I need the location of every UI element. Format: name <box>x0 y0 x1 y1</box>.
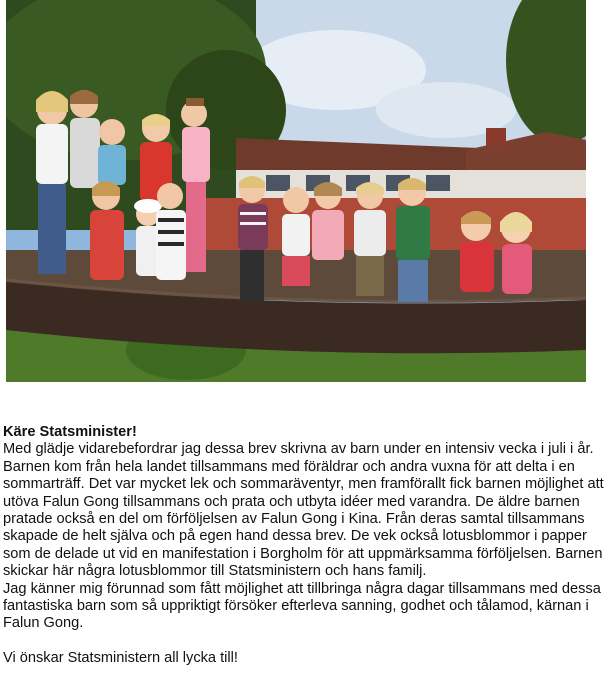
child <box>312 182 344 260</box>
letter-closing: Vi önskar Statsministern all lycka till! <box>3 649 238 666</box>
child <box>90 181 124 280</box>
group-photo <box>6 0 586 382</box>
child <box>70 90 100 188</box>
child <box>354 182 386 296</box>
child <box>500 212 532 294</box>
letter-paragraph: Jag känner mig förunnad som fått möjlighet att tillbringa några dagar tillsammans med dessa fantastiska barn som så uppriktigt försöker efterleva sanning, godhet och tålamod, kärnan i Falun Gong. <box>3 580 601 632</box>
letter-paragraph: Med glädje vidarebefordrar jag dessa brev skrivna av barn under en intensiv vecka i juli i år. Barnen kom från hela landet tillsammans med föräldrar och andra vuxna för att delta i en sommarträff. Det var mycket lek och sommaräventyr, men framförallt fick barnen möjlighet att utöva Falun Gong tillsammans och prata och utbyta idéer med varandra. De äldre barnen pratade också en del om förföljelsen av Falun Gong i Kina. Från deras samtal tillsammans skapade de helt själva och på egen hand dessa brev. De vek också lotusblommor i papper som de delade ut vid en manifestation i Borgholm för att uppmärksamma förföljelsen. Barnen skickar här några lotusblommor till Statsministern och hans familj. <box>3 441 604 580</box>
child <box>460 211 494 292</box>
child <box>36 91 68 274</box>
window <box>266 175 290 191</box>
window <box>426 175 450 191</box>
child <box>396 178 430 302</box>
letter-salutation: Käre Statsminister! <box>3 424 137 440</box>
chimney <box>486 128 506 146</box>
child <box>238 176 268 302</box>
group-photo-illustration <box>6 0 586 382</box>
child <box>282 187 310 286</box>
child <box>156 183 186 280</box>
letter <box>3 424 609 667</box>
child <box>98 119 126 185</box>
